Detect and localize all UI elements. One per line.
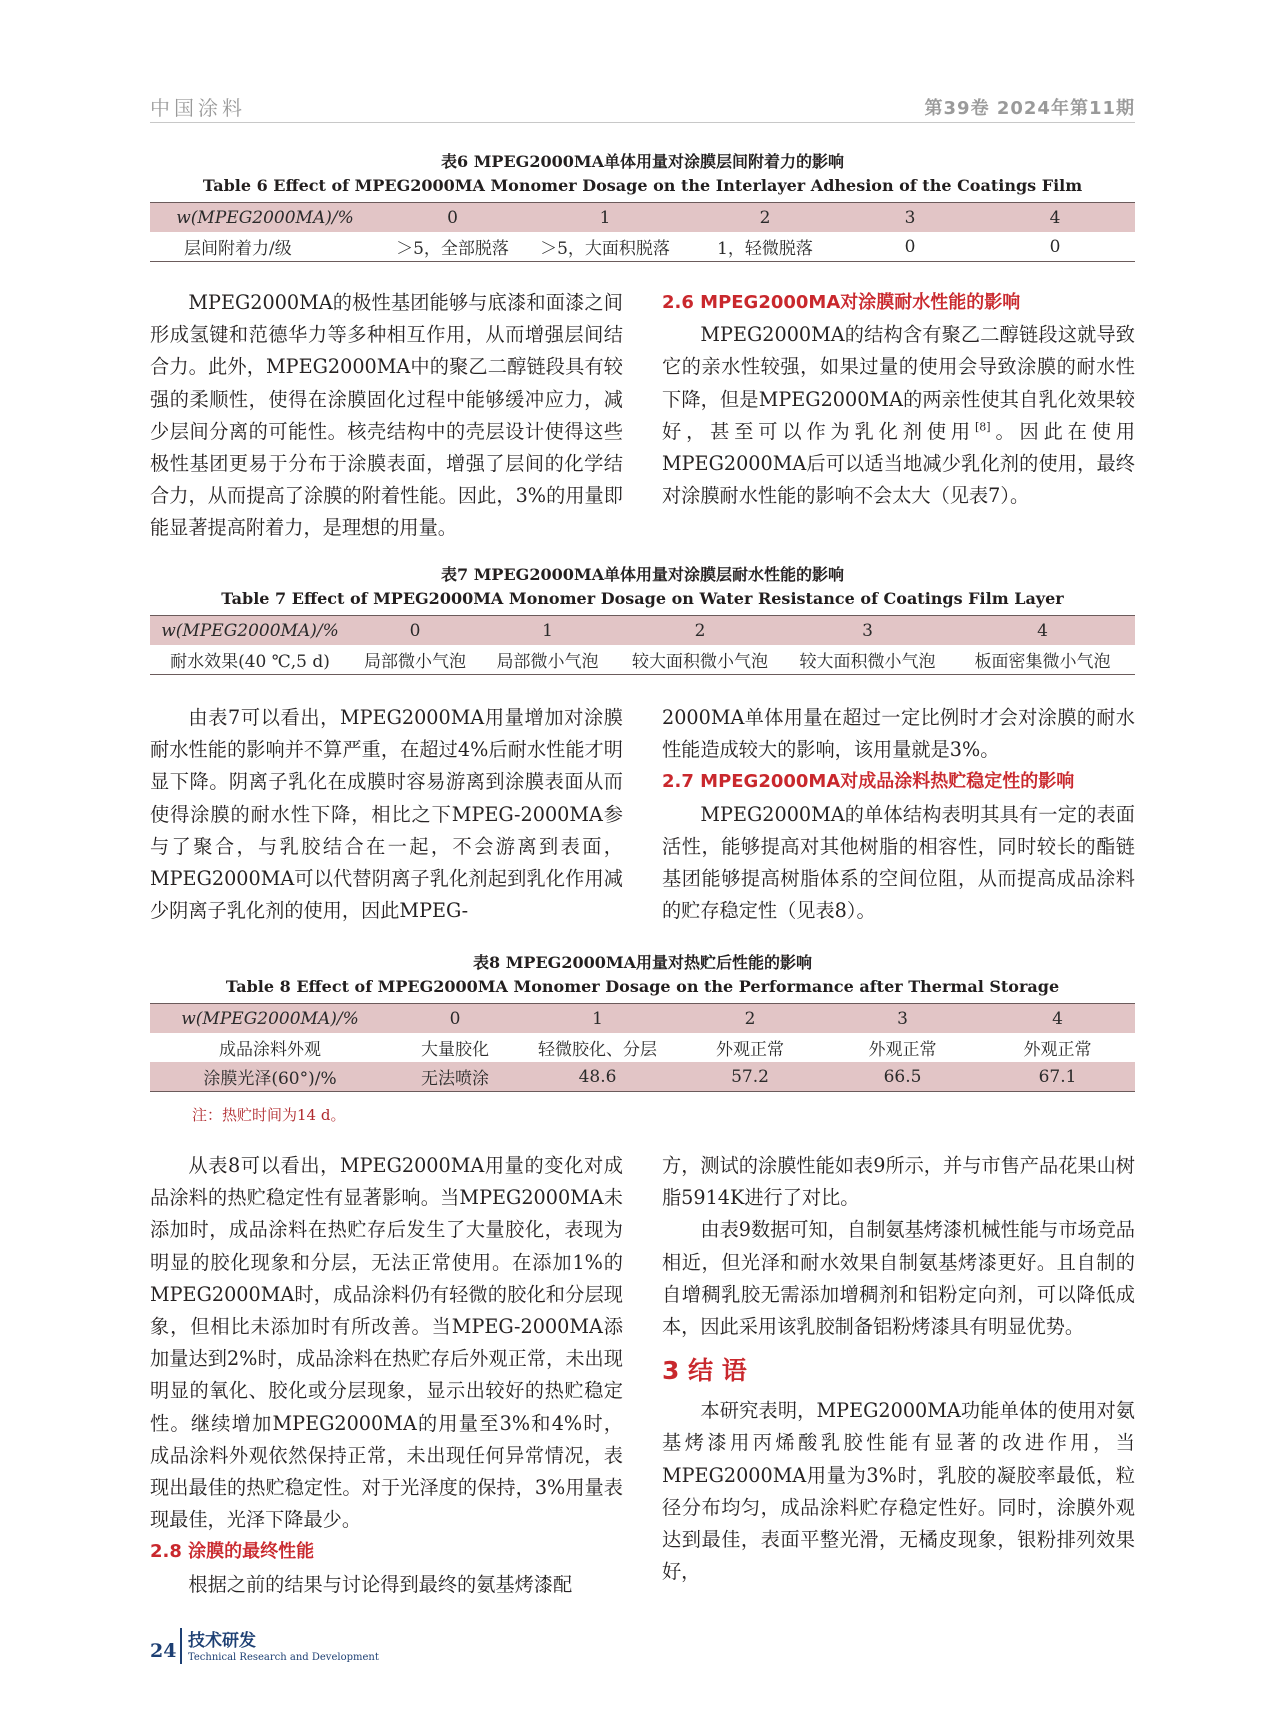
table8-title-cn: 表8 MPEG2000MA用量对热贮后性能的影响	[473, 953, 812, 972]
table6-header-cell: 2	[685, 203, 845, 233]
paragraph: 根据之前的结果与讨论得到最终的氨基烤漆配	[188, 1572, 573, 1596]
paragraph: 本研究表明，MPEG2000MA功能单体的使用对氨基烤漆用丙烯酸乳胶性能有显著的改进作用，当MPEG2000MA用量为3%时，乳胶的凝胶率最低，粒径分布均匀，成品涂料贮存稳定性好。同时，涂膜外观达到最佳，表面平整光滑，无橘皮现象，银粉排列效果好，	[662, 1399, 1135, 1584]
table-row	[150, 1062, 1135, 1092]
section-heading-3: 3 结 语	[662, 1356, 747, 1386]
table7-title-cn: 表7 MPEG2000MA单体用量对涂膜层耐水性能的影响	[441, 565, 844, 584]
table8-cell: 外观正常	[868, 1040, 937, 1060]
citation: [8]	[974, 420, 991, 434]
left-column-block1	[150, 287, 623, 545]
issue-info: 第39卷 2024年第11期	[924, 98, 1135, 119]
table8-header-cell: 0	[390, 1004, 520, 1034]
table8	[150, 1003, 1135, 1092]
left-column-block3	[150, 1150, 623, 1601]
paragraph	[662, 319, 1135, 512]
table6-header-cell: w(MPEG2000MA)/%	[150, 203, 380, 233]
table8-note: 注：热贮时间为14 d。	[192, 1106, 346, 1124]
table7-header-cell: 0	[350, 616, 480, 646]
table8-cell: 57.2	[675, 1062, 825, 1092]
paragraph-text: MPEG2000MA的结构含有聚乙二醇链段这就导致它的亲水性较强，如果过量的使用会导致涂膜的耐水性下降，但是MPEG2000MA的两亲性使其自乳化效果较好，甚至可以作为乳化剂使用	[662, 323, 1135, 443]
table8-cell: 涂膜光泽(60°)/%	[150, 1062, 390, 1092]
table6-cell: 0	[1049, 236, 1061, 257]
paragraph-continuation: 2000MA单体用量在超过一定比例时才会对涂膜的耐水性能造成较大的影响，该用量就是3%。	[662, 706, 1135, 762]
table8-cell: 66.5	[825, 1062, 980, 1092]
table8-header-cell: 4	[980, 1004, 1135, 1034]
left-column-block2	[150, 702, 623, 927]
footer-section-en: Technical Research and Development	[188, 1652, 379, 1663]
table6-header-cell: 4	[975, 203, 1135, 233]
table7-cell: 局部微小气泡	[364, 652, 466, 672]
table8-cell: 轻微胶化、分层	[538, 1040, 657, 1060]
table8-header-cell: 1	[520, 1004, 675, 1034]
table8-header-cell: 3	[825, 1004, 980, 1034]
table7-header-cell: w(MPEG2000MA)/%	[150, 616, 350, 646]
page-number: 24	[150, 1640, 177, 1662]
table6-header-row	[150, 203, 1135, 233]
table7-cell: 板面密集微小气泡	[974, 652, 1111, 672]
table7-header-cell: 3	[785, 616, 950, 646]
table7-header-cell: 4	[950, 616, 1135, 646]
table8-cell: 外观正常	[1023, 1040, 1092, 1060]
table8-cell: 成品涂料外观	[219, 1040, 321, 1060]
table8-cell: 48.6	[520, 1062, 675, 1092]
header-rule	[150, 122, 1135, 123]
table6-header-cell: 1	[525, 203, 685, 233]
table7-header-cell: 2	[615, 616, 785, 646]
table6-cell: ＞5，全部脱落	[396, 239, 509, 259]
table-row	[150, 645, 1135, 675]
table8-header-cell: w(MPEG2000MA)/%	[150, 1004, 390, 1034]
paragraph-text: 。因此在使用MPEG2000MA后可以适当地减少乳化剂的使用，最终对涂膜耐水性能的影响不会太大（见表7）。	[662, 419, 1136, 508]
footer-section-cn: 技术研发	[188, 1631, 256, 1651]
paragraph: MPEG2000MA的单体结构表明其具有一定的表面活性，能够提高对其他树脂的相容性，同时较长的酯链基团能够提高树脂体系的空间位阻，从而提高成品涂料的贮存稳定性（见表8）。	[662, 802, 1135, 923]
section-heading-2-7: 2.7 MPEG2000MA对成品涂料热贮稳定性的影响	[662, 771, 1075, 793]
table7-cell: 局部微小气泡	[496, 652, 599, 672]
table6-cell: 0	[904, 236, 916, 257]
footer-divider	[180, 1628, 182, 1664]
table7-title-en: Table 7 Effect of MPEG2000MA Monomer Dosage on Water Resistance of Coatings Film Layer	[221, 589, 1064, 608]
table6-cell: 层间附着力/级	[184, 239, 292, 259]
table6-cell: 1，轻微脱落	[717, 239, 813, 259]
table6-title-en: Table 6 Effect of MPEG2000MA Monomer Dosage on the Interlayer Adhesion of the Coatings Film	[202, 176, 1083, 195]
table7-cell: 耐水效果(40 ℃,5 d)	[170, 652, 330, 672]
table7-cell: 较大面积微小气泡	[632, 652, 768, 672]
right-column-block2	[662, 702, 1135, 927]
paragraph: 从表8可以看出，MPEG2000MA用量的变化对成品涂料的热贮稳定性有显著影响。当MPEG2000MA未添加时，成品涂料在热贮存后发生了大量胶化，表现为明显的胶化现象和分层，无法正常使用。在添加1%的MPEG2000MA时，成品涂料仍有轻微的胶化和分层现象，但相比未添加时有所改善。当MPEG-2000MA添加量达到2%时，成品涂料在热贮存后外观正常，未出现明显的氧化、胶化或分层现象，显示出较好的热贮稳定性。继续增加MPEG2000MA的用量至3%和4%时，成品涂料外观依然保持正常，未出现任何异常情况，表现出最佳的热贮稳定性。对于光泽度的保持，3%用量表现最佳，光泽下降最少。	[150, 1154, 623, 1532]
table-row	[150, 232, 1135, 262]
table6-cell: ＞5，大面积脱落	[540, 239, 670, 259]
table7-header-cell: 1	[480, 616, 615, 646]
table8-cell: 67.1	[980, 1062, 1135, 1092]
journal-name: 中国涂料	[150, 96, 246, 120]
table7-cell: 较大面积微小气泡	[799, 652, 936, 672]
table6-title-cn: 表6 MPEG2000MA单体用量对涂膜层间附着力的影响	[441, 152, 844, 171]
table8-cell: 无法喷涂	[390, 1062, 520, 1092]
section-heading-2-6: 2.6 MPEG2000MA对涂膜耐水性能的影响	[662, 292, 1021, 313]
table8-title-en: Table 8 Effect of MPEG2000MA Monomer Dosage on the Performance after Thermal Storage	[225, 977, 1060, 996]
paragraph: 由表9数据可知，自制氨基烤漆机械性能与市场竞品相近，但光泽和耐水效果自制氨基烤漆更好。且自制的自增稠乳胶无需添加增稠剂和铝粉定向剂，可以降低成本，因此采用该乳胶制备铝粉烤漆具有明显优势。	[662, 1218, 1135, 1339]
table7-header-row	[150, 616, 1135, 646]
table6-header-cell: 0	[380, 203, 525, 233]
paragraph: 由表7可以看出，MPEG2000MA用量增加对涂膜耐水性能的影响并不算严重，在超过4%后耐水性能才明显下降。阴离子乳化在成膜时容易游离到涂膜表面从而使得涂膜的耐水性下降，相比之下MPEG-2000MA参与了聚合，与乳胶结合在一起，不会游离到表面，MPEG2000MA可以代替阴离子乳化剂起到乳化作用减少阴离子乳化剂的使用，因此MPEG-	[150, 706, 623, 923]
table7	[150, 615, 1135, 675]
table6-header-cell: 3	[845, 203, 975, 233]
table6	[150, 202, 1135, 262]
table8-cell: 大量胶化	[421, 1040, 489, 1060]
paragraph: MPEG2000MA的极性基团能够与底漆和面漆之间形成氢键和范德华力等多种相互作用，从而增强层间结合力。此外，MPEG2000MA中的聚乙二醇链段具有较强的柔顺性，使得在涂膜固化过程中能够缓冲应力，减少层间分离的可能性。核壳结构中的壳层设计使得这些极性基团更易于分布于涂膜表面，增强了层间的化学结合力，从而提高了涂膜的附着性能。因此，3%的用量即能显著提高附着力，是理想的用量。	[150, 291, 623, 540]
table8-header-cell: 2	[675, 1004, 825, 1034]
section-heading-2-8: 2.8 涂膜的最终性能	[150, 1541, 315, 1563]
paragraph-continuation: 方，测试的涂膜性能如表9所示，并与市售产品花果山树脂5914K进行了对比。	[662, 1154, 1135, 1210]
right-column-block1	[662, 287, 1135, 512]
table8-cell: 外观正常	[716, 1040, 784, 1060]
table-row	[150, 1033, 1135, 1062]
right-column-block3	[662, 1150, 1135, 1588]
table8-header-row	[150, 1004, 1135, 1034]
